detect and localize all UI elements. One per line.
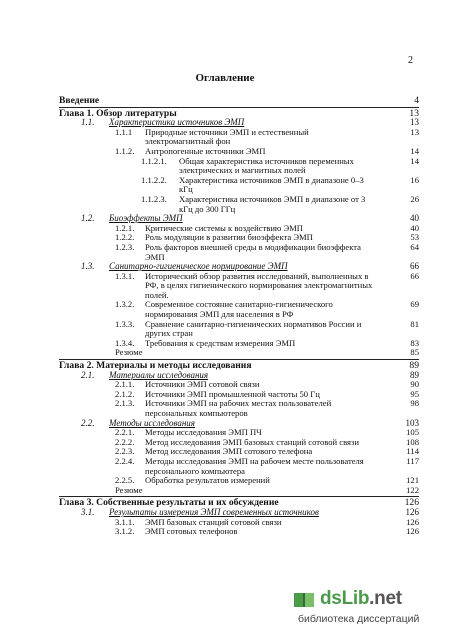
toc-entry-title: Результаты измерения ЭМП современных источников (109, 506, 319, 517)
watermark-name: dsLib.net (320, 588, 402, 609)
toc-entry-title: Источники ЭМП промышленной частоты 50 Гц (145, 388, 320, 399)
toc-entry-title: Источники ЭМП сотовой связи (145, 379, 260, 390)
toc-entry[interactable] (59, 399, 419, 418)
toc-entry-page: 14 (410, 155, 419, 166)
toc-entry-page: 53 (410, 232, 419, 243)
toc-entry-page: 114 (406, 446, 419, 457)
toc-entry-page: 83 (410, 337, 419, 348)
toc-entry[interactable] (59, 527, 419, 537)
toc-entry[interactable] (59, 157, 419, 176)
toc-entry-number: 1.1.2.2. (141, 174, 167, 185)
toc-entry-number: 1.1.2.1. (141, 155, 167, 166)
toc-entry-title: Источники ЭМП на рабочих местах пользователей персональных компьютеров (145, 398, 332, 418)
toc-entry-title: Исторический обзор развития исследований, выполненных в РФ, в целях гигиенического нормирования электромагнитных полей. (145, 270, 373, 300)
toc-entry-title: Критические системы к воздействию ЭМП (145, 222, 304, 233)
toc-entry-title: Общая характеристика источников переменных электрических и магнитных полей (179, 155, 354, 176)
toc-entry-page: 103 (405, 417, 419, 428)
toc-entry[interactable] (59, 272, 419, 301)
toc-entry-title: Роль факторов внешней среды в модификации биоэффекта ЭМП (145, 241, 361, 262)
toc-entry-number: 1.2.3. (115, 241, 135, 252)
toc-entry-number: 1.1. (81, 117, 95, 128)
toc-entry-page: 13 (410, 117, 419, 128)
toc-entry[interactable] (59, 300, 419, 319)
toc-entry-title: Резюме (115, 484, 143, 495)
toc-entry-page: 13 (409, 107, 419, 119)
watermark-subtitle: библиотека диссертаций (298, 613, 420, 625)
toc-entry-page: 126 (404, 497, 419, 509)
toc-entry-title: Метод исследования ЭМП сотового телефона (145, 446, 313, 457)
toc-entry-page: 105 (406, 427, 419, 438)
toc-entry-title: Методы исследования ЭМП ПЧ (145, 427, 262, 438)
toc-entry[interactable] (59, 195, 419, 214)
toc-entry-number: 1.2.2. (115, 232, 135, 243)
toc-entry-number: 1.1.2.3. (141, 193, 167, 204)
toc-entry[interactable] (59, 348, 419, 358)
toc-entry-page: 122 (406, 484, 419, 495)
toc-entry-title: Методы исследования ЭМП на рабочем месте пользователя персонального компьютера (145, 455, 364, 476)
toc-entry-page: 4 (414, 95, 419, 106)
toc-entry-number: 2.1.3. (115, 398, 135, 409)
toc-entry-title: Глава 3. Собственные результаты и их обсуждение (59, 497, 279, 509)
toc-entry-number: 1.3.1. (115, 270, 135, 281)
toc-entry-title: Введение (59, 95, 100, 106)
toc-entry-title: Природные источники ЭМП и естественный электромагнитный фон (145, 126, 309, 147)
toc-entry-page: 89 (410, 369, 419, 380)
toc-entry-title: Биоэффекты ЭМП (109, 213, 183, 224)
toc-entry-page: 117 (406, 455, 419, 466)
toc-entry-number: 2.2.1. (115, 427, 135, 438)
toc-entry-page: 121 (406, 475, 419, 486)
toc-entry-title: Санитарно-гигиеническое нормирование ЭМП (109, 261, 288, 272)
toc-entry-number: 3.1.1. (115, 516, 135, 527)
toc-entry[interactable] (59, 243, 419, 262)
toc-entry[interactable] (59, 476, 419, 486)
toc-entry-page: 85 (410, 347, 419, 358)
toc-entry-page: 66 (410, 261, 419, 272)
toc-entry[interactable] (59, 128, 419, 147)
toc-entry-page: 126 (405, 506, 419, 517)
toc-entry[interactable] (59, 96, 419, 106)
toc-entry-number: 2.2.2. (115, 436, 135, 447)
toc-entry-number: 1.2.1. (115, 222, 135, 233)
toc-entry-title: Метод исследования ЭМП базовых станций сотовой связи (145, 436, 359, 447)
toc-entry-title: Роль модуляции в развитии биоэффекта ЭМП (145, 232, 313, 243)
toc-entry-page: 90 (410, 379, 419, 390)
toc-entry-number: 1.1.2. (115, 145, 135, 156)
toc-entry-page: 13 (410, 126, 419, 137)
toc-entry-title: Глава 2. Материалы и методы исследования (59, 360, 252, 372)
toc-entry-page: 26 (410, 193, 419, 204)
toc-entry-title: Характеристика источников ЭМП (109, 117, 245, 128)
toc-entry-number: 1.1.1 (115, 126, 133, 137)
toc-entry[interactable] (59, 320, 419, 339)
toc-entry[interactable] (59, 518, 419, 528)
toc-entry-number: 3.1.2. (115, 526, 135, 537)
toc-entry-page: 16 (410, 174, 419, 185)
toc-entry-page: 126 (406, 526, 419, 537)
toc-entry-number: 2.2.3. (115, 446, 135, 457)
toc-entry-title: Антропогенные источники ЭМП (145, 145, 266, 156)
toc-entry-title: Обработка результатов измерений (145, 475, 270, 486)
toc-entry[interactable] (59, 339, 419, 349)
toc-entry-page: 81 (410, 318, 419, 329)
page-number: 2 (408, 55, 413, 66)
toc-entry-number: 2.1.1. (115, 379, 135, 390)
toc-entry-number: 1.2. (81, 213, 95, 224)
toc-entry-page: 64 (410, 241, 419, 252)
toc-entry[interactable] (59, 176, 419, 195)
toc-entry-number: 1.3. (81, 261, 95, 272)
toc-entry-number: 1.3.2. (115, 299, 135, 310)
toc-entry-page: 89 (409, 360, 419, 372)
toc-entry-page: 108 (406, 436, 419, 447)
toc-entry-title: Сравнение санитарно-гигиенических нормативов России и других стран (145, 318, 362, 339)
table-of-contents (59, 96, 419, 537)
toc-entry-page: 69 (410, 299, 419, 310)
toc-entry-title: Методы исследования (109, 417, 195, 428)
toc-entry-page: 98 (410, 398, 419, 409)
toc-entry-number: 2.2.5. (115, 475, 135, 486)
toc-entry-title: Характеристика источников ЭМП в диапазоне от 3 кГц до 300 ГГц (179, 193, 366, 214)
toc-entry-number: 1.3.3. (115, 318, 135, 329)
toc-entry-number: 2.2.4. (115, 455, 135, 466)
toc-entry-title: ЭМП базовых станций сотовой связи (145, 516, 282, 527)
toc-entry-number: 1.3.4. (115, 337, 135, 348)
toc-entry-title: Глава 1. Обзор литературы (59, 107, 177, 119)
toc-entry-title: Современное состояние санитарно-гигиенического нормирования ЭМП для населения в РФ (145, 299, 333, 320)
watermark (290, 588, 446, 628)
page-title: Оглавление (195, 72, 255, 84)
toc-entry-page: 14 (410, 145, 419, 156)
toc-entry-number: 3.1. (81, 506, 95, 517)
toc-entry-page: 40 (410, 222, 419, 233)
toc-entry-page: 126 (406, 516, 419, 527)
toc-entry-title: Характеристика источников ЭМП в диапазоне 0–3 кГц (179, 174, 364, 195)
toc-entry-title: Материалы исследования (109, 369, 209, 380)
toc-entry-page: 95 (410, 388, 419, 399)
toc-entry-page: 66 (410, 270, 419, 281)
toc-entry-title: Резюме (115, 347, 143, 358)
toc-entry-title: Требования к средствам измерения ЭМП (145, 337, 296, 348)
toc-entry-number: 2.1.2. (115, 388, 135, 399)
toc-entry-number: 2.2. (81, 417, 95, 428)
toc-entry-title: ЭМП сотовых телефонов (145, 526, 238, 537)
book-logo-icon (292, 588, 316, 612)
toc-entry[interactable] (59, 486, 419, 496)
toc-entry-number: 2.1. (81, 369, 95, 380)
toc-entry-page: 40 (410, 213, 419, 224)
toc-entry[interactable] (59, 457, 419, 476)
